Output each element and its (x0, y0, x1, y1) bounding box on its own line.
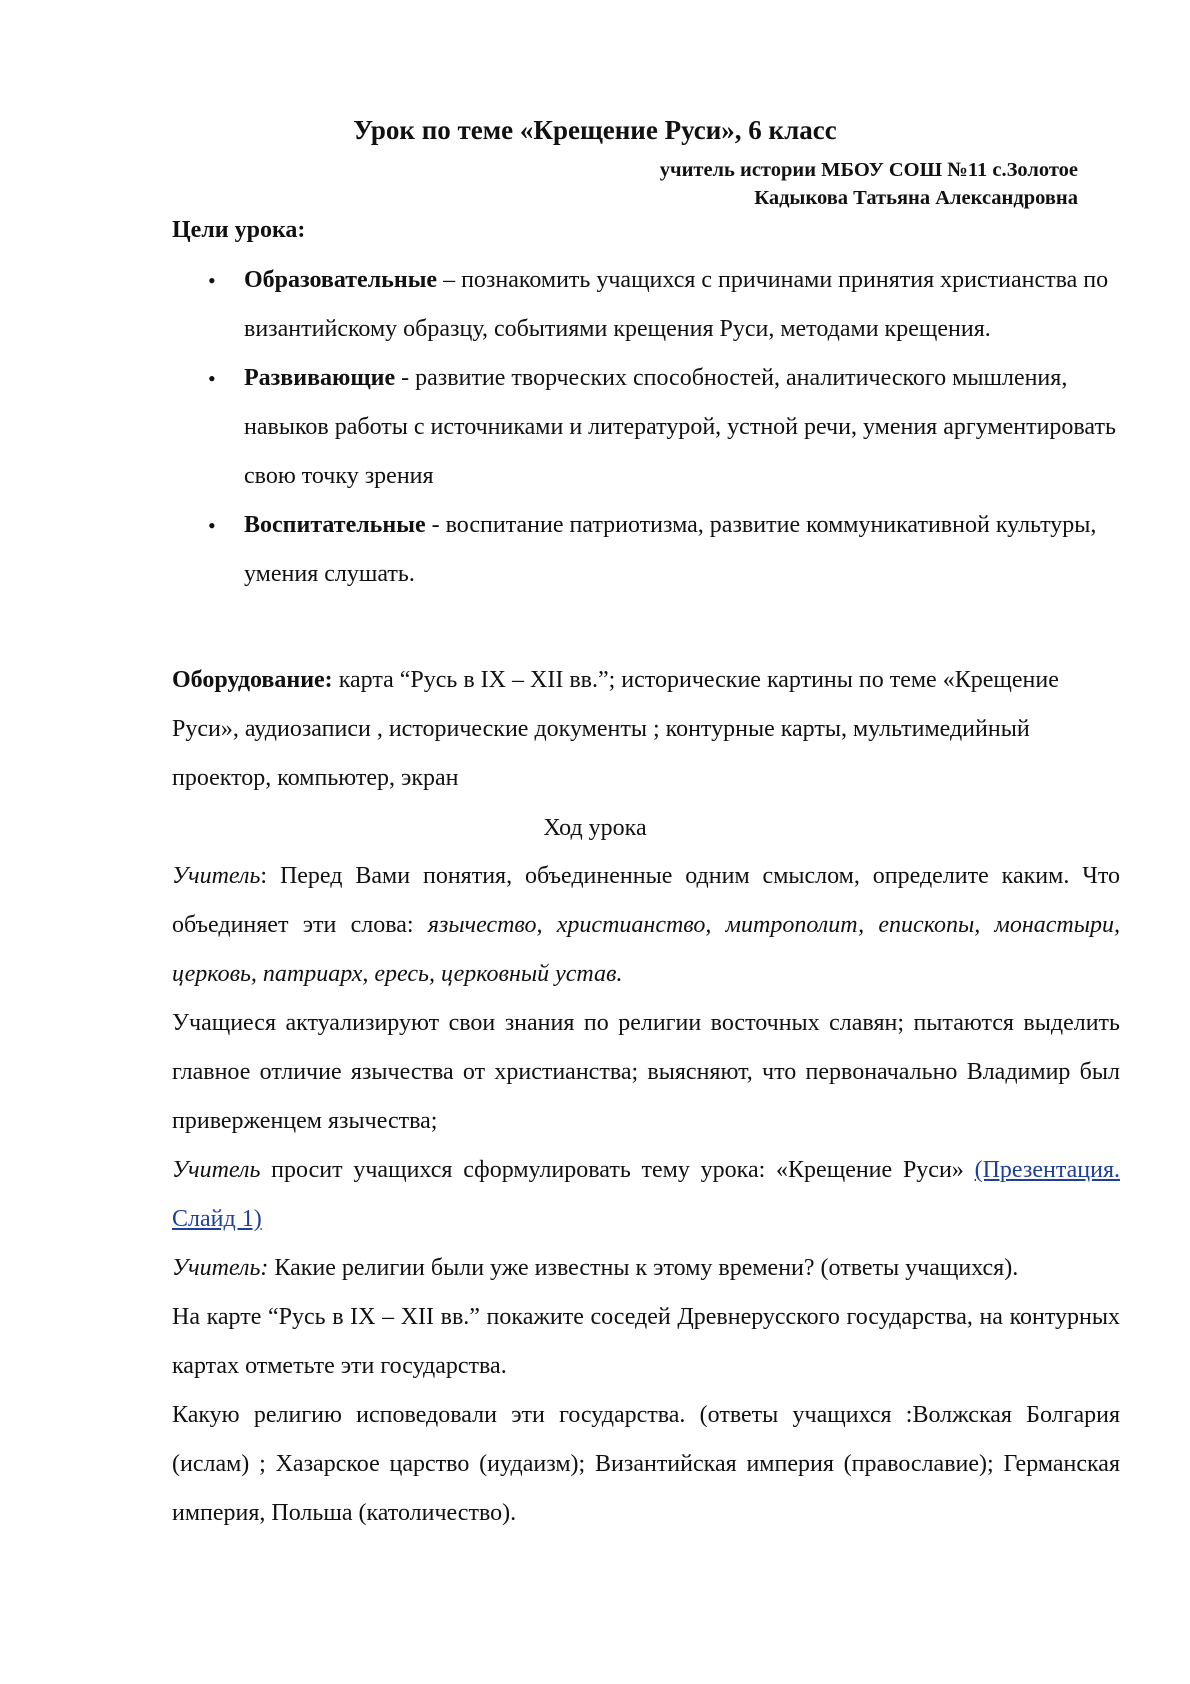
goal-text: - развитие творческих способностей, аналитического мышления, навыков работы с источниками и литературой, устной речи, умения аргументировать свою точку зрения (244, 365, 1116, 489)
author-name: Кадыкова Татьяна Александровна (754, 187, 1078, 209)
paragraph-students: Учащиеся актуализируют свои знания по религии восточных славян; пытаются выделить главное отличие язычества от христианства; выясняют, что первоначально Владимир был приверженцем язычества; (172, 1010, 1120, 1134)
equipment-text: карта “Русь в IX – XII вв.”; исторические картины по теме «Крещение Руси», аудиозаписи , исторические документы ; контурные карты, мультимедийный проектор, компьютер, экран (172, 667, 1059, 791)
presentation-slide-link[interactable]: (Презентация. Слайд 1) (172, 1157, 1120, 1232)
bullet-icon: • (208, 268, 216, 293)
goal-name: Развивающие (244, 365, 396, 391)
speaker-label: Учитель: (172, 1255, 269, 1281)
paragraph-religion-question: Какую религию исповедовали эти государства. (ответы учащихся :Волжская Болгария (ислам) ; Хазарское царство (иудаизм); Византийская империя (православие); Германская империя, Польша (католичество). (172, 1402, 1120, 1526)
paragraph-text: просит учащихся сформулировать тему урока: «Крещение Руси» (260, 1157, 975, 1183)
bullet-icon: • (208, 513, 216, 538)
goals-list (172, 256, 1120, 599)
lesson-body (172, 852, 1120, 1538)
goal-text: – познакомить учащихся с причинами принятия христианства по византийскому образцу, событиями крещения Руси, методами крещения. (244, 267, 1109, 342)
goal-name: Образовательные (244, 267, 438, 293)
paragraph-teacher-topic (172, 1146, 1120, 1244)
paragraph-map-task: На карте “Русь в IX – XII вв.” покажите соседей Древнерусского государства, на контурных картах отметьте эти государства. (172, 1304, 1120, 1379)
paragraph-text: Какие религии были уже известны к этому времени? (ответы учащихся). (268, 1255, 1019, 1281)
equipment-label: Оборудование: (172, 667, 333, 693)
paragraph-text: : Перед Вами понятия, объединенные одним смыслом, определите каким. Что объединяет эти слова: (172, 863, 1120, 938)
equipment-paragraph (172, 656, 1120, 803)
goal-name: Воспитательные (244, 512, 426, 538)
lesson-title: Урок по теме «Крещение Руси», 6 класс (353, 115, 837, 145)
paragraph-teacher-concepts (172, 852, 1120, 999)
terms-list: язычество, христианство, митрополит, епископы, монастыри, церковь, патриарх, ересь, церковный устав. (172, 912, 1120, 987)
speaker-label: Учитель (172, 1157, 261, 1183)
course-heading: Ход урока (543, 815, 647, 841)
goal-item-developmental (172, 354, 1120, 501)
speaker-label: Учитель (172, 863, 261, 889)
goal-item-educational (172, 256, 1120, 354)
goal-text: - воспитание патриотизма, развитие коммуникативной культуры, умения слушать. (244, 512, 1097, 587)
paragraph-teacher-religions (172, 1244, 1120, 1293)
goal-item-upbringing (172, 501, 1120, 599)
bullet-icon: • (208, 366, 216, 391)
goals-heading: Цели урока: (172, 217, 306, 243)
author-position: учитель истории МБОУ СОШ №11 с.Золотое (659, 159, 1078, 181)
